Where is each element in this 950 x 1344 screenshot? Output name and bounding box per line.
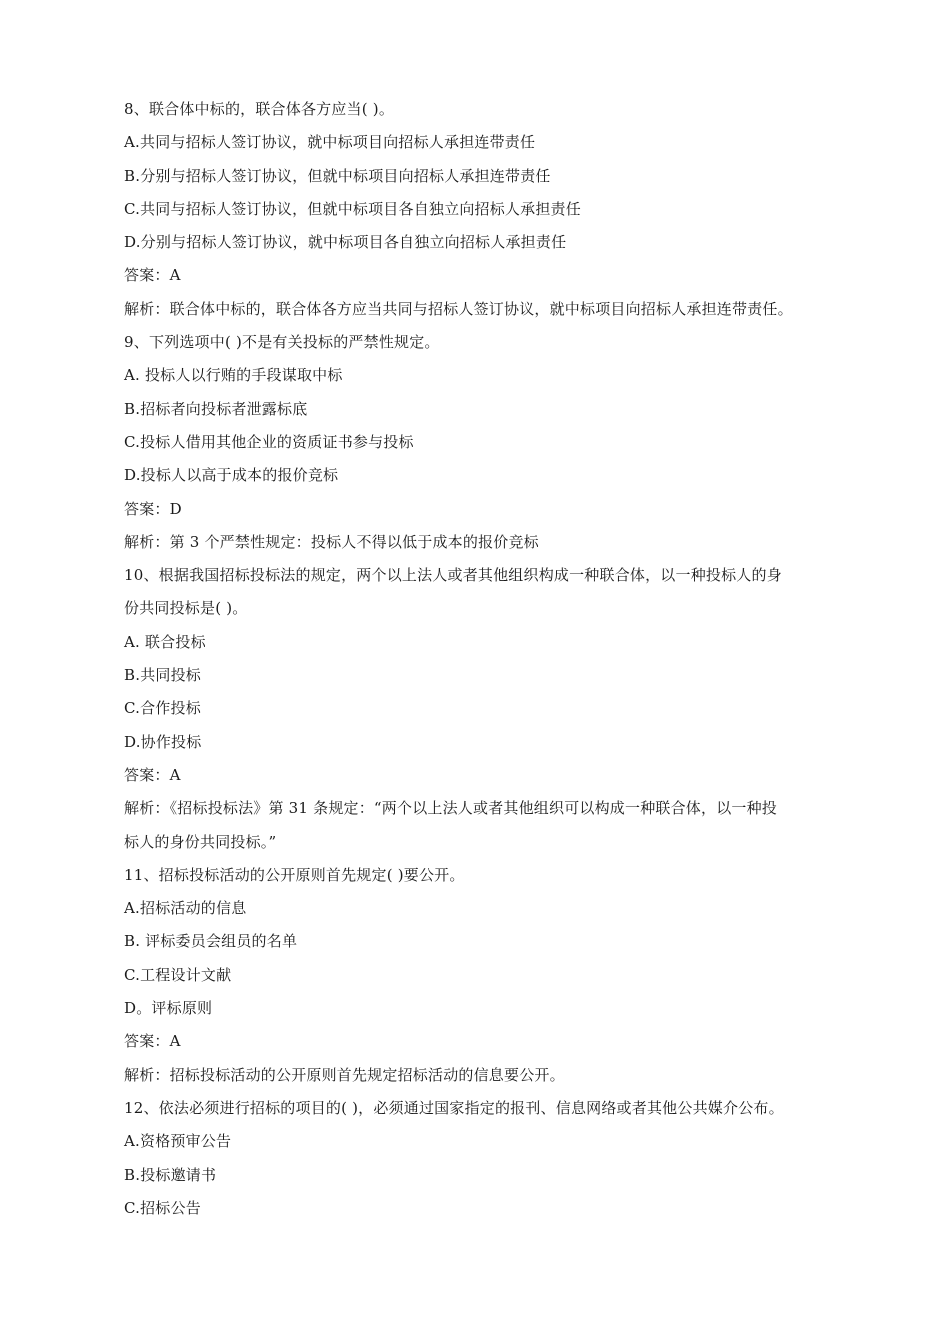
answer: 答案：A	[124, 266, 181, 285]
option-a: A.资格预审公告	[124, 1132, 232, 1151]
question-stem: 8、联合体中标的，联合体各方应当( )。	[124, 100, 395, 118]
option-c: C.工程设计文献	[124, 965, 232, 984]
question-stem: 11、招标投标活动的公开原则首先规定( )要公开。	[124, 865, 465, 884]
option-c: C.投标人借用其他企业的资质证书参与投标	[124, 432, 414, 451]
analysis: 解析：《招标投标法》第 31 条规定：“两个以上法人或者其他组织可以构成一种联合体，以一种投	[124, 799, 777, 818]
option-b: B.投标邀请书	[124, 1165, 217, 1184]
answer: 答案：D	[124, 499, 182, 518]
answer: 答案：A	[124, 765, 181, 784]
option-a: A. 联合投标	[124, 632, 206, 651]
option-c: C.共同与招标人签订协议，但就中标项目各自独立向招标人承担责任	[124, 199, 581, 218]
question-stem-continued: 份共同投标是( )。	[124, 599, 248, 618]
option-a: A. 投标人以行贿的手段谋取中标	[124, 366, 343, 385]
option-b: B.共同投标	[124, 666, 201, 685]
analysis: 解析：招标投标活动的公开原则首先规定招标活动的信息要公开。	[124, 1065, 565, 1084]
option-b: B.分别与招标人签订协议，但就中标项目向招标人承担连带责任	[124, 166, 551, 185]
option-b: B.招标者向投标者泄露标底	[124, 399, 308, 418]
question-stem: 9、下列选项中( )不是有关投标的严禁性规定。	[124, 333, 440, 352]
analysis: 解析：联合体中标的，联合体各方应当共同与招标人签订协议，就中标项目向招标人承担连带责任。	[124, 299, 793, 318]
option-a: A.招标活动的信息	[124, 899, 247, 918]
answer: 答案：A	[124, 1032, 181, 1051]
analysis-continued: 标人的身份共同投标。”	[124, 832, 277, 851]
question-list	[124, 98, 864, 1230]
option-d: D.分别与招标人签订协议，就中标项目各自独立向招标人承担责任	[124, 233, 567, 252]
option-b: B. 评标委员会组员的名单	[124, 932, 298, 951]
question-stem: 12、依法必须进行招标的项目的( )，必须通过国家指定的报刊、信息网络或者其他公共媒介公布。	[124, 1098, 784, 1117]
option-a: A.共同与招标人签订协议，就中标项目向招标人承担连带责任	[124, 133, 536, 152]
option-d: D.协作投标	[124, 732, 202, 751]
option-c: C.招标公告	[124, 1198, 201, 1217]
option-d: D。评标原则	[124, 999, 213, 1018]
option-c: C.合作投标	[124, 699, 201, 718]
question-stem: 10、根据我国招标投标法的规定，两个以上法人或者其他组织构成一种联合体，以一种投标人的身	[124, 566, 782, 585]
option-d: D.投标人以高于成本的报价竞标	[124, 466, 339, 485]
analysis: 解析：第 3 个严禁性规定：投标人不得以低于成本的报价竞标	[124, 532, 539, 551]
